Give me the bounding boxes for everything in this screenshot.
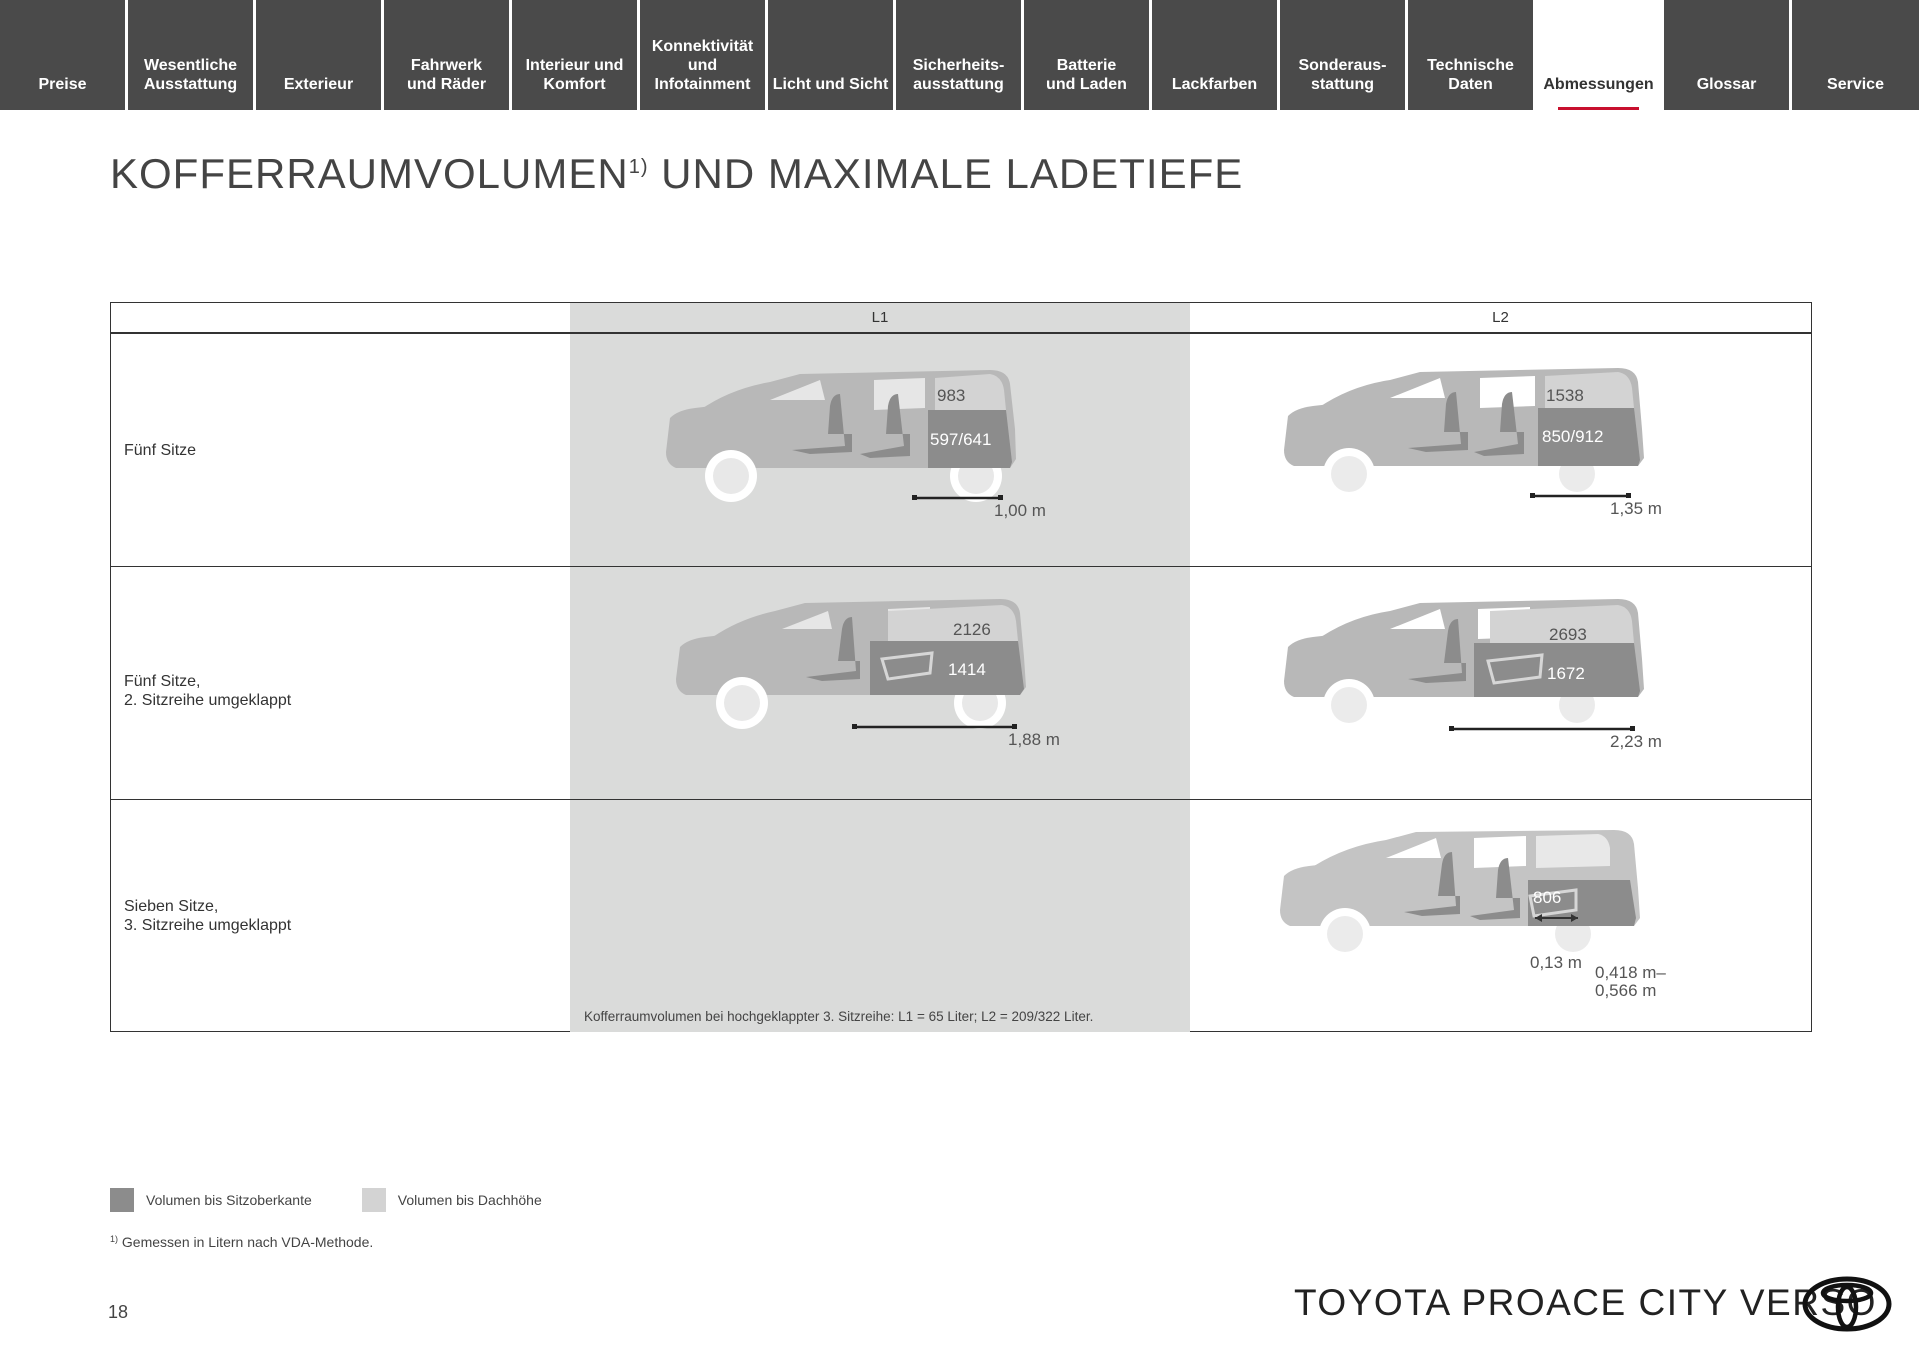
load-depth-label: 2,23 m [1610,732,1662,751]
load-depth-label: 1,35 m [1610,499,1662,518]
tab-sonderausstattung[interactable]: Sonderaus- stattung [1280,0,1405,110]
page-title-main: KOFFERRAUMVOLUMEN [110,150,629,197]
table-row-seven-seats-folded [111,799,1811,1032]
tab-wesentliche-ausstattung[interactable]: Wesentliche Ausstattung [128,0,253,110]
seat-volume-label: 850/912 [1542,427,1604,446]
depth-range-label-line2: 0,566 m [1595,981,1657,1000]
legend-item-roof-volume [362,1188,542,1212]
third-row-volume-note: Kofferraumvolumen bei hochgeklappter 3. Sitzreihe: L1 = 65 Liter; L2 = 209/322 Liter. [584,1009,1094,1024]
tab-batterie-und-laden[interactable]: Batterie und Laden [1024,0,1149,110]
tab-exterieur[interactable]: Exterieur [256,0,381,110]
tab-technische-daten[interactable]: Technische Daten [1408,0,1533,110]
seat-volume-label: 597/641 [930,430,992,449]
row-label-cell [111,567,570,799]
luggage-volume-table [110,302,1812,1032]
page-title-rest: UND MAXIMALE LADETIEFE [648,150,1244,197]
legend-label: Volumen bis Sitzoberkante [146,1192,312,1208]
legend-swatch-light [362,1188,386,1212]
tab-interieur-und-komfort[interactable]: Interieur und Komfort [512,0,637,110]
l1-five-seats-cell [570,334,1190,566]
car-diagram-l2-five-seats [1190,334,1811,567]
min-depth-label: 0,13 m [1530,953,1582,972]
l2-five-seats-cell [1190,334,1811,566]
car-diagram-l2-five-seats-folded [1190,567,1811,800]
tab-fahrwerk-und-raeder[interactable]: Fahrwerk und Räder [384,0,509,110]
tab-glossar[interactable]: Glossar [1664,0,1789,110]
legend-label: Volumen bis Dachhöhe [397,1192,542,1208]
tab-lackfarben[interactable]: Lackfarben [1152,0,1277,110]
load-depth-label: 1,00 m [994,501,1046,520]
header-l2: L2 [1492,309,1509,326]
table-row-five-seats [111,333,1811,566]
tab-sicherheitsausstattung[interactable]: Sicherheits- ausstattung [896,0,1021,110]
top-volume-label: 1538 [1546,386,1584,405]
legend-swatch-dark [110,1188,134,1212]
l2-seven-seats-cell [1190,800,1811,1032]
seat-volume-label: 1672 [1547,664,1585,683]
page-title-footnote-mark: 1) [628,156,649,178]
top-volume-label: 2126 [953,620,991,639]
toyota-logo-icon [1802,1276,1892,1332]
page-title [110,150,1243,198]
header-l1: L1 [570,303,1190,332]
load-depth-line [1449,726,1635,731]
brand-name: TOYOTA PROACE CITY VERSO [1294,1282,1877,1323]
top-navigation [0,0,1920,110]
page-number: 18 [108,1302,129,1322]
footnote-text: Gemessen in Litern nach VDA-Methode. [118,1234,374,1250]
l1-seven-seats-cell [570,800,1190,1032]
table-row-five-seats-folded [111,566,1811,799]
table-header-row [111,303,1811,333]
tab-licht-und-sicht[interactable]: Licht und Sicht [768,0,893,110]
legend [110,1188,592,1212]
top-volume-label: 806 [1533,888,1562,907]
car-diagram-l2-seven-seats [1190,800,1811,1033]
seat-volume-label: 1414 [948,660,986,679]
l2-five-seats-folded-cell [1190,567,1811,799]
row-label: Sieben Sitze, 3. Sitzreihe umgeklappt [124,898,292,934]
row-label-cell [111,334,570,566]
footnote [110,1234,373,1250]
legend-item-seat-volume [110,1188,312,1212]
seat-volume-area [870,641,1024,695]
tab-service[interactable]: Service [1792,0,1919,110]
row-label-cell [111,800,570,1032]
tab-konnektivitaet-und-infotainment[interactable]: Konnektivität und Infotainment [640,0,765,110]
tab-preise[interactable]: Preise [0,0,125,110]
tab-abmessungen[interactable]: Abmessungen [1536,0,1661,110]
load-depth-label: 1,88 m [1008,730,1060,749]
l1-five-seats-folded-cell [570,567,1190,799]
car-diagram-l1-five-seats [570,334,1190,567]
row-label: Fünf Sitze [124,442,197,459]
depth-range-label-line1: 0,418 m– [1595,963,1666,982]
car-diagram-l1-five-seats-folded [570,567,1190,800]
header-empty-cell [111,303,570,332]
footnote-mark: 1) [110,1234,119,1244]
top-volume-label: 2693 [1549,625,1587,644]
row-label: Fünf Sitze, 2. Sitzreihe umgeklappt [124,673,292,709]
top-volume-label: 983 [937,386,966,405]
